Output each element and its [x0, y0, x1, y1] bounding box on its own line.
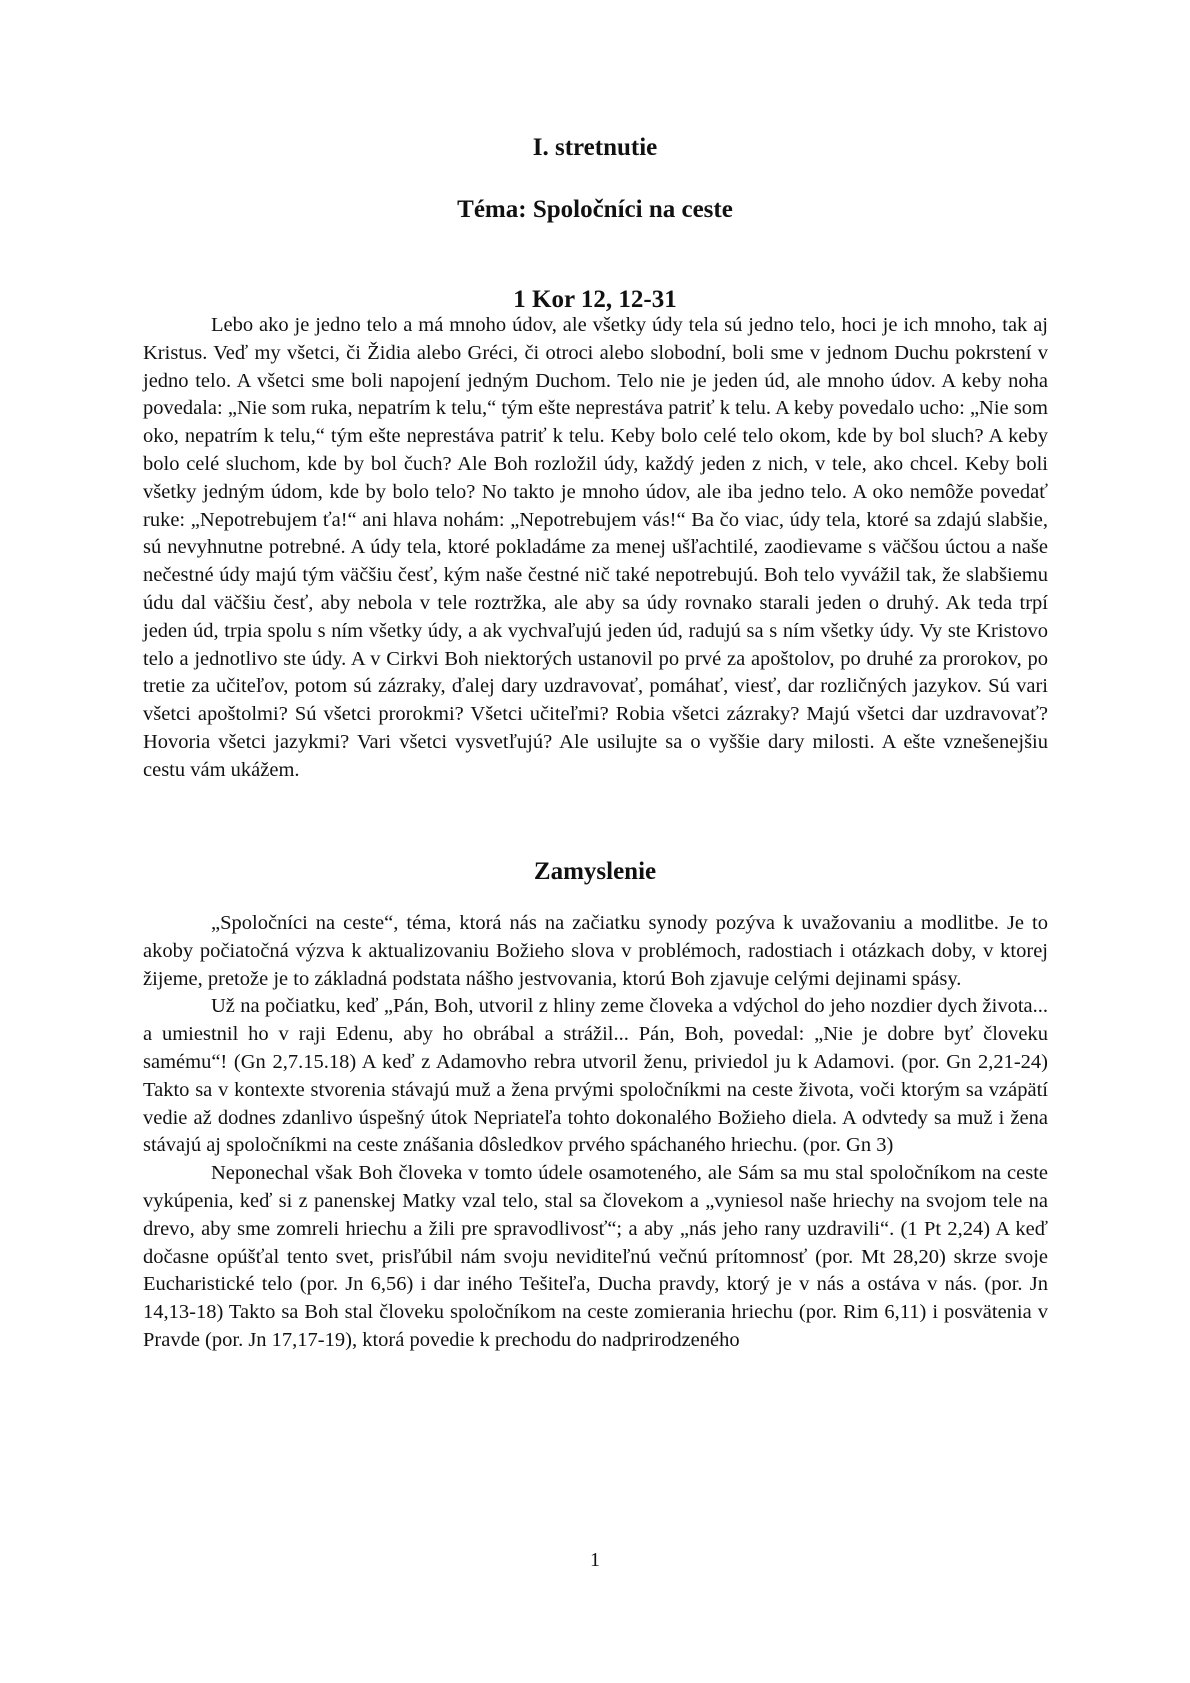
meeting-title: I. stretnutie: [532, 134, 658, 161]
reading-reference: 1 Kor 12, 12-31: [513, 286, 677, 313]
theme-title: Téma: Spoločníci na ceste: [457, 196, 733, 223]
reading-text: Lebo ako je jedno telo a má mnoho údov, ale všetky údy tela sú jedno telo, hoci je ich mnoho, tak aj Kristus. Veď my všetci, či Židia alebo Gréci, či otroci alebo slobodní, boli sme v jednom Duchu pokrstení v jedno telo. A všetci sme boli napojení jedným Duchom. Telo nie je jeden úd, ale mnoho údov. A keby noha povedala: „Nie som ruka, nepatrím k telu,“ tým ešte neprestáva patriť k telu. A keby povedalo ucho: „Nie som oko, nepatrím k telu,“ tým ešte neprestáva patriť k telu. Keby bolo celé telo okom, kde by bol sluch? A keby bolo celé sluchom, kde by bol čuch? Ale Boh rozložil údy, každý jeden z nich, v tele, ako chcel. Keby boli všetky jedným údom, kde by bolo telo? No takto je mnoho údov, ale iba jedno telo. A oko nemôže povedať ruke: „Nepotrebujem ťa!“ ani hlava nohám: „Nepotrebujem vás!“ Ba čo viac, údy tela, ktoré sa zdajú slabšie, sú nevyhnutne potrebné. A údy tela, ktoré pokladáme za menej ušľachtilé, zaodievame s väčšou úctou a naše nečestné údy majú tým väčšiu česť, kým naše čestné nič také nepotrebujú. Boh telo vyvážil tak, že slabšiemu údu dal väčšiu česť, aby nebola v tele roztržka, ale aby sa údy rovnako starali jeden o druhý. Ak teda trpí jeden úd, trpia spolu s ním všetky údy, a ak vychvaľujú jeden úd, radujú sa s ním všetky údy. Vy ste Kristovo telo a jednotlivo ste údy. A v Cirkvi Boh niektorých ustanovil po prvé za apoštolov, po druhé za prorokov, po tretie za učiteľov, potom sú zázraky, ďalej dary uzdravovať, pomáhať, viesť, dar rozličných jazykov. Sú vari všetci apoštolmi? Sú všetci prorokmi? Všetci učiteľmi? Robia všetci zázraky? Majú všetci dar uzdravovať? Hovoria všetci jazykmi? Vari všetci vysvetľujú? Ale usilujte sa o vyššie dary milosti. A ešte vznešenejšiu cestu vám ukážem.: [143, 314, 1048, 781]
reflection-heading: Zamyslenie: [533, 858, 657, 885]
page-number: 1: [590, 1549, 600, 1571]
reflection-paragraph: Už na počiatku, keď „Pán, Boh, utvoril z hliny zeme človeka a vdýchol do jeho nozdier dych života... a umiestnil ho v raji Edenu, aby ho obrábal a strážil... Pán, Boh, povedal: „Nie je dobre byť človeku samému“! (Gn 2,7.15.18) A keď z Adamovho rebra utvoril ženu, priviedol ju k Adamovi. (por. Gn 2,21-24) Takto sa v kontexte stvorenia stávajú muž a žena prvými spoločníkmi na ceste života, voči ktorým sa vzápätí vedie až dodnes zdanlivo úspešný útok Nepriateľa tohto dokonalého Božieho diela. A odvtedy sa muž i žena stávajú aj spoločníkmi na ceste znášania dôsledkov prvého spáchaného hriechu. (por. Gn 3): [143, 995, 1048, 1157]
reflection-paragraph: Neponechal však Boh človeka v tomto údele osamoteného, ale Sám sa mu stal spoločníkom na ceste vykúpenia, keď si z panenskej Matky vzal telo, stal sa človekom a „vyniesol naše hriechy na svojom tele na drevo, aby sme zomreli hriechu a žili pre spravodlivosť“; a aby „nás jeho rany uzdravili“. (1 Pt 2,24) A keď dočasne opúšťal tento svet, prisľúbil nám svoju neviditeľnú večnú prítomnosť (por. Mt 28,20) skrze svoje Eucharistické telo (por. Jn 6,56) i dar iného Tešiteľa, Ducha pravdy, ktorý je v nás a ostáva v nás. (por. Jn 14,13-18) Takto sa Boh stal človeku spoločníkom na ceste zomierania hriechu (por. Rim 6,11) i posvätenia v Pravde (por. Jn 17,17-19), ktorá povedie k prechodu do nadprirodzeného: [143, 1162, 1048, 1351]
reflection-section: [143, 910, 1048, 1355]
reading-section: [143, 312, 1048, 785]
reflection-paragraph: „Spoločníci na ceste“, téma, ktorá nás na začiatku synody pozýva k uvažovaniu a modlitbe. Je to akoby počiatočná výzva k aktualizovaniu Božieho slova v problémoch, radostiach i otázkach doby, v ktorej žijeme, pretože je to základná podstata nášho jestvovania, ktorú Boh zjavuje celými dejinami spásy.: [143, 912, 1048, 990]
